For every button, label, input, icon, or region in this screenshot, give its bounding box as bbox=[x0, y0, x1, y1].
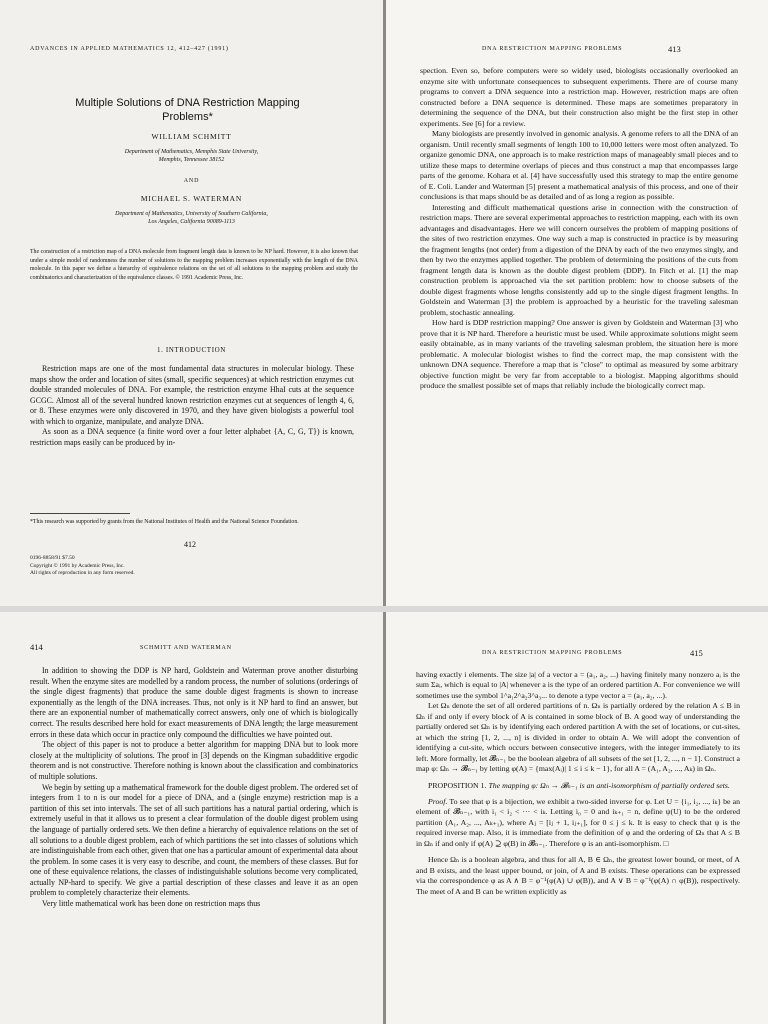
paragraph: having exactly i elements. The size |a| of a vector a = (a₁, a₂, ...) having finitely many nonzero aᵢ is the sum Σaᵢ, which is equal to |A| whenever a is the type of an ordered partition A. For convenience we will sometimes use the symbol 1^a₁2^a₂3^a₃... to denote a type vector a = (a₁, a₂, ...). bbox=[416, 670, 740, 700]
binding-gutter bbox=[383, 612, 386, 1024]
author-name: MICHAEL S. WATERMAN bbox=[140, 194, 243, 203]
body-text bbox=[420, 66, 738, 392]
author-affiliation bbox=[0, 148, 383, 164]
copyright-line: All rights of reproduction in any form reserved. bbox=[30, 570, 135, 576]
copyright-block bbox=[30, 555, 135, 578]
affiliation-line: Memphis, Tennessee 38152 bbox=[158, 157, 225, 163]
page-412 bbox=[0, 0, 383, 606]
body-text bbox=[30, 666, 358, 910]
paragraph: spection. Even so, before computers were so widely used, biologists occasionally overlooked an enzyme site with unfortunate consequences to subsequent experiments. There are of course many programs to convert a DNA sequence into a restriction map. However, restriction maps are often constructed before a DNA sequence is determined. These maps are sometimes preparatory in determining the sequence of the DNA, but their construction also might be the first step in other experiments. See [6] for a review. bbox=[420, 66, 738, 128]
author-affiliation bbox=[0, 210, 383, 226]
paper-title: Multiple Solutions of DNA Restriction Mapping Problems* bbox=[75, 97, 300, 123]
page-414 bbox=[0, 612, 383, 1024]
paragraph: We begin by setting up a mathematical framework for the double digest problem. The ordered set of integers from 1 to n is our model for a piece of DNA, and a (single enzyme) restriction map is a partition of this set into intervals. The set of all such partitions has a natural partial ordering, which is extremely useful in that it allows us to present a clear formulation of the double digest problem using the language of partially ordered sets. We then define a hierarchy of equivalence relations on the set of all solutions to a double digest problem, each of which partitions the set into classes of solutions which are indistinguishable from each other, given that one has a particular amount of experimental data about the problem. In some cases it is very easy to describe, and count, the members of these classes. But for one of these equivalence relations, the classes of indistinguishable solutions become very complicated, actually NP-hard to specify. We give a partial description of these classes and leave it as an open problem to completely characterize their elements. bbox=[30, 782, 358, 898]
page-number: 413 bbox=[668, 44, 681, 54]
page-number: 414 bbox=[30, 642, 43, 652]
page-413 bbox=[386, 0, 768, 606]
affiliation-line: Department of Mathematics, Memphis State University, bbox=[124, 149, 259, 155]
running-header: ADVANCES IN APPLIED MATHEMATICS 12, 412–427 (1991) bbox=[30, 46, 229, 52]
paragraph: Let Ωₙ denote the set of all ordered partitions of n. Ωₙ is partially ordered by the relation A ≤ B in Ωₙ if and only if every block of A is contained in some block of B. A good way of understanding the partially ordered set Ωₙ is by identifying each ordered partition A with the set of locations, or cut-sites, at which the string [1, 2, ..., n] is divided in order to obtain A. We will adopt the convention of identifying a cut-site, which occurs between consecutive integers, with the integer immediately to its left. More formally, let 𝓑ₙ₋₁ be the boolean algebra of all subsets of the set [1, 2, ..., n − 1]. Construct a map φ: Ωₙ → 𝓑ₙ₋₁ by letting φ(A) = {max(Aᵢ)| 1 ≤ i ≤ k − 1}, for all A = (A₁, A₂, ..., Aₖ) in Ωₙ. bbox=[416, 701, 740, 774]
binding-gutter bbox=[383, 0, 386, 606]
paragraph: The object of this paper is not to produce a better algorithm for mapping DNA but to look more closely at the multiplicity of solutions. The proof in [3] depends on the Kingman subadditive ergodic theorem and is not constructive. Therefore nothing is known about the classification and combinatorics of multiple solutions. bbox=[30, 740, 358, 781]
proof bbox=[416, 797, 740, 849]
paragraph: Very little mathematical work has been done on restriction maps thus bbox=[42, 899, 261, 909]
footnote-rule bbox=[30, 513, 130, 514]
running-header: DNA RESTRICTION MAPPING PROBLEMS bbox=[482, 650, 623, 656]
paragraph: Interesting and difficult mathematical questions arise in connection with the construction of restriction maps. There are several experimental approaches to restriction mapping, each with its own advantages and disadvantages. Here we will concern ourselves the problem of mapping positions of the sites of two restriction enzymes. One way such a map is constructed in practice is by measuring the fragment lengths (not order) from a digestion of the DNA by each of the two enzymes singly, and then by two the enzymes applied together. The problem of determining the positions of the cuts from fragment length data is known as the double digest problem (DDP). In Fitch et al. [1] the map construction problem is approached via the set partition problem: how to choose subsets of the double digest fragments whose lengths consistently add up to the single digest fragment lengths. In Goldstein and Waterman [3] the problem is approached by a heuristic for the traveling salesman problem, stochastic annealing. bbox=[420, 202, 738, 317]
page-number: 415 bbox=[690, 648, 703, 658]
footnote: *This research was supported by grants from the National Institutes of Health and the National Science Foundation. bbox=[30, 519, 299, 525]
page-415 bbox=[386, 612, 768, 1024]
affiliation-line: Los Angeles, California 90089-1113 bbox=[148, 219, 235, 225]
proposition-label: PROPOSITION 1. bbox=[428, 780, 487, 790]
proposition bbox=[416, 781, 740, 791]
running-header: DNA RESTRICTION MAPPING PROBLEMS bbox=[482, 46, 623, 52]
qed-symbol: □ bbox=[663, 838, 669, 848]
paragraph: As soon as a DNA sequence (a finite word over a four letter alphabet {A, C, G, T}) is known, restriction maps easily can be produced by in- bbox=[30, 427, 354, 447]
paragraph: Restriction maps are one of the most fundamental data structures in molecular biology. These maps show the order and location of sites (small, specific sequences) at which restriction enzymes cut double stranded molecules of DNA. For example, the restriction enzyme HhaI cuts at the sequence GCGC. Almost all of the several hundred known restriction enzymes cut at sequences of length 4, 6, or 8. These enzymes were only discovered in 1970, and they have given biologists a powerful tool with which to organize, manipulate, and analyze DNA. bbox=[30, 364, 354, 426]
copyright-line: 0196-8858/91 $7.50 bbox=[30, 555, 75, 561]
running-header: SCHMITT AND WATERMAN bbox=[140, 645, 232, 651]
body-text bbox=[30, 364, 354, 448]
page-number: 412 bbox=[184, 540, 196, 549]
proposition-text: The mapping φ: Ωₙ → 𝓑ₙ₋₁ is an anti-isomorphism of partially ordered sets. bbox=[488, 780, 730, 790]
paragraph: Many biologists are presently involved in genomic analysis. A genome refers to all the DNA of an organism. Until recently small segments of length 100 to 10,000 letters were most often analyzed. To organize genomic DNA, one approach is to make restriction maps of manageably small pieces and to utilize these maps to determine overlaps of pieces and thus construct a map that encompasses large parts of the genome. Kohara et al. [4] have successfully used this strategy to map the entire genome of E. Coli. Lander and Waterman [5] present a mathematical analysis of this process, and one of their conclusions is that maps should be as detailed and of as long a region as possible. bbox=[420, 129, 738, 201]
author-separator: AND bbox=[183, 178, 200, 184]
proof-text: To see that φ is a bijection, we exhibit a two-sided inverse for φ. Let U = {i₁, i₂, ..., iₖ} be an element of 𝓑ₙ₋₁, with i₁ < i₂ < ··· < iₖ. Letting i₀ = 0 and iₖ₊₁ = n, define ψ(U) to be the ordered partition (A₁, A₂, ..., Aₖ₊₁), where Aⱼ = [iⱼ + 1, iⱼ₊₁], for 0 ≤ j ≤ k. It is easy to check that ψ is the required inverse map. Also, it is immediate from the definition of φ and the ordering of Ωₙ that A ≤ B in Ωₙ if and only if φ(A) ⊇ φ(B) in 𝓑ₙ₋₁. Therefore φ is an anti-isomorphism. bbox=[416, 796, 740, 848]
author-name: WILLIAM SCHMITT bbox=[151, 132, 232, 141]
section-heading: 1. INTRODUCTION bbox=[157, 346, 226, 354]
abstract: The construction of a restriction map of a DNA molecule from fragment length data is known to be NP hard. However, it is also known that under a simple model of randomness the number of solutions to the mapping problem increases exponentially with the length of the DNA molecule. In this paper we define a hierarchy of equivalence relations on the set of all solutions to the mapping problem and study the combinatorics and characterization of the equivalence classes. © 1991 Academic Press, Inc. bbox=[30, 249, 358, 281]
affiliation-line: Department of Mathematics, University of Southern California, bbox=[115, 211, 268, 217]
body-text bbox=[416, 670, 740, 897]
copyright-line: Copyright © 1991 by Academic Press, Inc. bbox=[30, 562, 125, 569]
paragraph: How hard is DDP restriction mapping? One answer is given by Goldstein and Waterman [3] who prove that it is NP hard. Therefore a heuristic must be used. While approximate solutions might seem easily obtainable, as in many variants of the traveling salesman problem, the situation here is more problematic. A molecular biologist wishes to find the correct map, the map consistent with the unknown DNA sequence. Therefore a map that is "close" to optimal as measured by some arbitrary objective function might be very far from acceptable to a biologist. Mapping algorithms should produce the smallest possible set of maps that reliably include the biologically correct map. bbox=[420, 318, 738, 390]
proof-label: Proof. bbox=[428, 796, 448, 806]
paragraph: Hence Ωₙ is a boolean algebra, and thus for all A, B ∈ Ωₙ, the greatest lower bound, or meet, of A and B exists, and the least upper bound, or join, of A and B exists. These operations can be expressed via the correspondence φ as A ∧ B = φ⁻¹(φ(A) ∪ φ(B)), and A ∨ B = φ⁻¹(φ(A) ∩ φ(B)), respectively. The meet of A and B can be written explicitly as bbox=[416, 855, 740, 896]
paragraph: In addition to showing the DDP is NP hard, Goldstein and Waterman prove another disturbing result. When the enzyme sites are modelled by a random process, the number of solutions (orderings of the single digest fragments) that produce the same double digest fragments is shown to increase exponentially as the length of the DNA increases. Thus, not only is it NP hard to find an answer, but there are an exponential number of mathematically correct answers, only one of which is biologically correct. The results described here hold for exact measurements of DNA length; the large measurement errors in these data which occur in practice only compound the difficulties we have pointed out. bbox=[30, 666, 358, 739]
